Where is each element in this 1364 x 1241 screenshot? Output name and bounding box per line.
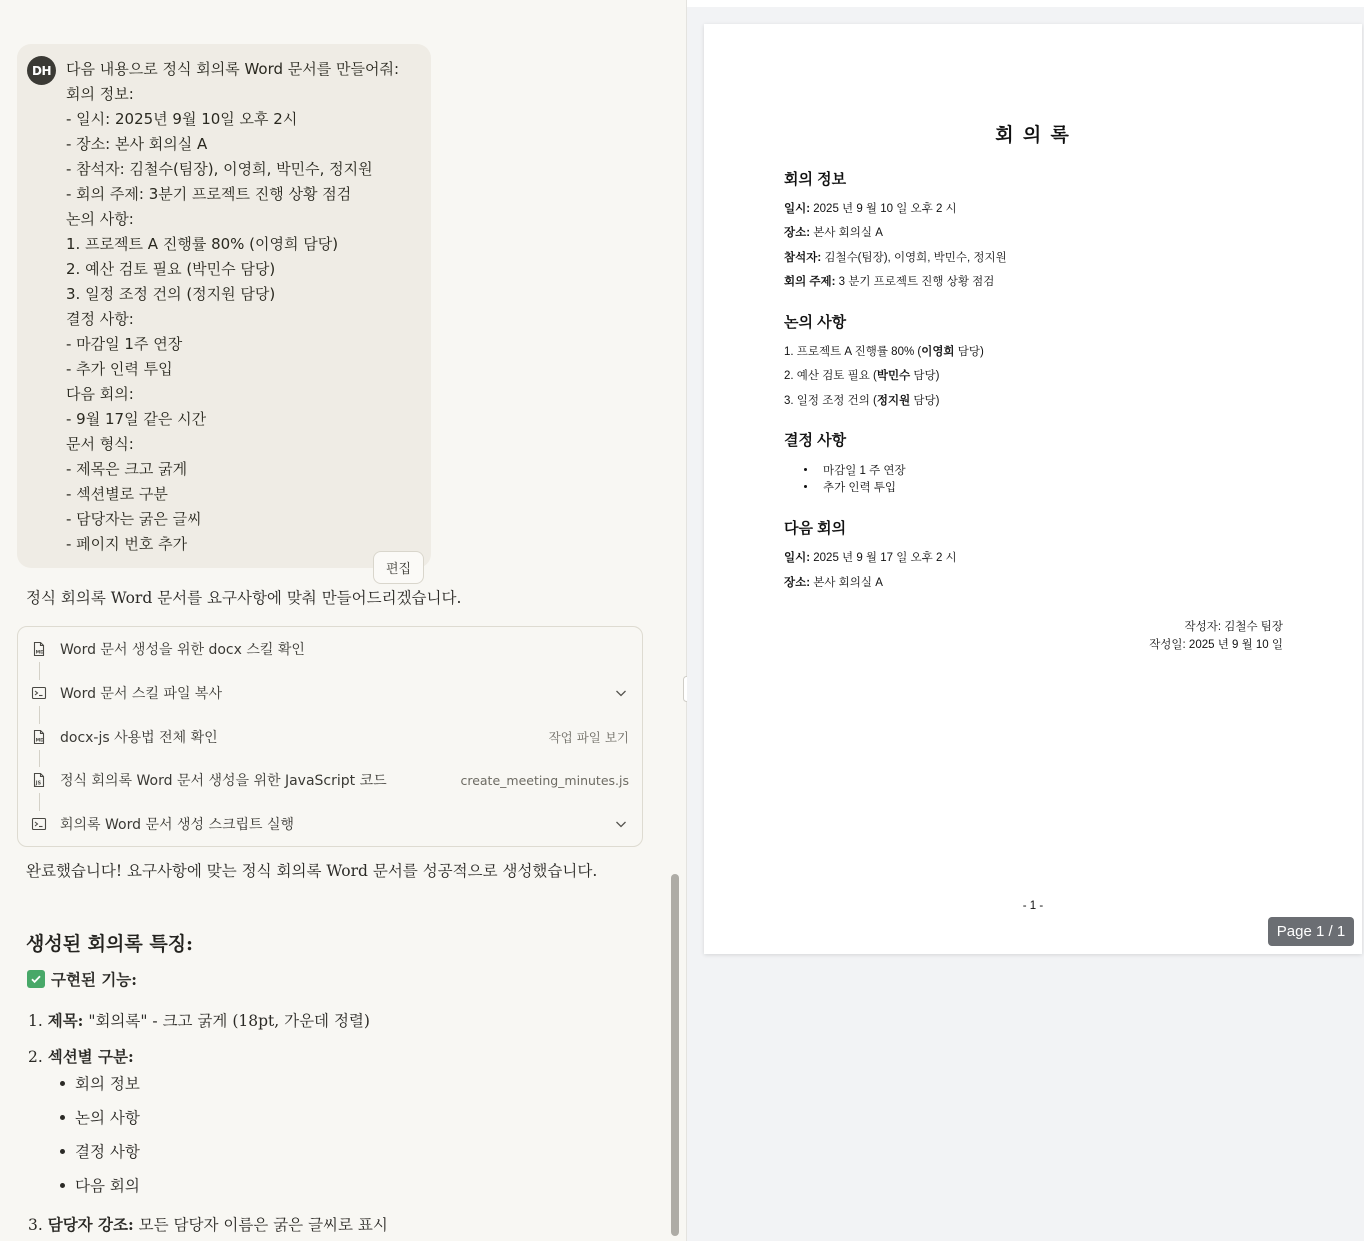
bullet-dot [804, 468, 807, 471]
user-message-line: 결정 사항: [66, 310, 134, 328]
decision-text: 추가 인력 투입 [823, 482, 897, 494]
feature-item-assignee [28, 1213, 388, 1235]
js-file-icon [31, 772, 47, 788]
field-value: 2025 년 9 월 10 일 오후 2 시 [810, 203, 957, 215]
assignee-name: 박민수 [876, 370, 911, 382]
page-number: - 1 - [1022, 900, 1044, 912]
discussion-text: 3. 일정 조정 건의 ( [784, 395, 877, 407]
discussion-text: 담당) [910, 370, 940, 382]
next-date [784, 549, 957, 565]
user-avatar: DH [27, 56, 56, 85]
check-mark-icon [27, 970, 45, 988]
decision-item [804, 462, 906, 478]
section-bullet [60, 1106, 140, 1128]
terminal-icon [31, 816, 47, 832]
tool-step-label: docx-js 사용법 전체 확인 [60, 730, 218, 746]
tool-step-3[interactable] [18, 715, 642, 759]
feature-item-title [28, 1009, 370, 1031]
field-value: 김철수(팀장), 이영희, 박민수, 정지원 [821, 252, 1007, 264]
item-text: 모든 담당자 이름은 굵은 글씨로 표시 [133, 1216, 388, 1234]
discussion-item [784, 367, 939, 383]
features-heading: 생성된 회의록 특징: [26, 933, 194, 955]
section-heading-info: 회의 정보 [784, 171, 847, 188]
implemented-heading [27, 968, 137, 990]
markdown-file-icon [31, 641, 47, 657]
svg-text:MD: MD [35, 738, 44, 744]
tool-step-label: Word 문서 스킬 파일 복사 [60, 686, 222, 702]
field-value: 2025 년 9 월 17 일 오후 2 시 [810, 552, 957, 564]
user-message-line: - 마감일 1주 연장 [66, 335, 183, 353]
user-message-line: - 장소: 본사 회의실 A [66, 135, 208, 153]
chevron-down-icon[interactable] [614, 817, 628, 831]
field-value: 본사 회의실 A [810, 227, 883, 239]
user-message-line: 2. 예산 검토 필요 (박민수 담당) [66, 260, 276, 278]
discussion-text: 1. 프로젝트 A 진행률 80% ( [784, 346, 922, 358]
info-attendees [784, 249, 1007, 265]
user-message-line: 1. 프로젝트 A 진행률 80% (이영희 담당) [66, 235, 339, 253]
tool-step-label: 회의록 Word 문서 생성 스크립트 실행 [60, 817, 295, 833]
tool-step-4[interactable] [18, 758, 642, 802]
tool-step-2[interactable] [18, 671, 642, 715]
info-place [784, 224, 883, 240]
user-message-line: 다음 회의: [66, 385, 134, 403]
item-bold-label: 섹션별 구분: [47, 1047, 134, 1066]
chevron-down-icon[interactable] [614, 686, 628, 700]
field-value: 3 분기 프로젝트 진행 상황 점검 [835, 276, 995, 288]
user-message-text [66, 57, 399, 557]
info-topic [784, 273, 994, 289]
user-message-line: - 페이지 번호 추가 [66, 535, 188, 553]
tool-step-label: Word 문서 생성을 위한 docx 스킬 확인 [60, 642, 305, 658]
discussion-text: 담당) [910, 395, 940, 407]
discussion-text: 2. 예산 검토 필요 ( [784, 370, 877, 382]
user-message-line: - 제목은 크고 굵게 [66, 460, 188, 478]
tool-step-1[interactable] [18, 627, 642, 671]
feature-item-sections [28, 1045, 134, 1067]
section-heading-next: 다음 회의 [784, 520, 847, 537]
markdown-file-icon [31, 729, 47, 745]
discussion-item [784, 343, 984, 359]
decision-item [804, 479, 896, 495]
document-title: 회 의 록 [995, 125, 1071, 146]
field-value: 본사 회의실 A [810, 577, 883, 589]
tool-steps-panel [17, 626, 643, 847]
script-filename-link[interactable]: create_meeting_minutes.js [460, 772, 629, 788]
item-number: 1. [28, 1012, 48, 1030]
item-number: 2. [28, 1048, 48, 1066]
field-label: 장소: [784, 577, 811, 589]
section-bullet-text: 결정 사항 [75, 1143, 140, 1161]
user-message-line: 다음 내용으로 정식 회의록 Word 문서를 만들어줘: [66, 60, 400, 78]
discussion-text: 담당) [954, 346, 984, 358]
info-date [784, 200, 957, 216]
item-bold-label: 담당자 강조: [47, 1215, 134, 1234]
user-message-line: - 9월 17일 같은 시간 [66, 410, 207, 428]
item-bold-label: 제목: [47, 1011, 84, 1030]
chat-scrollbar[interactable] [671, 874, 679, 1236]
section-bullet [60, 1174, 140, 1196]
terminal-icon [31, 685, 47, 701]
bullet-dot [60, 1183, 65, 1188]
field-label: 참석자: [784, 252, 822, 264]
field-label: 일시: [784, 203, 811, 215]
section-bullet [60, 1140, 140, 1162]
view-work-file-link[interactable]: 작업 파일 보기 [548, 730, 629, 745]
document-page [704, 24, 1362, 954]
user-message-line: - 담당자는 굵은 글씨 [66, 510, 202, 528]
discussion-item [784, 392, 939, 408]
preview-top-bar [687, 0, 1364, 7]
implemented-label: 구현된 기능: [51, 970, 137, 989]
section-bullet-text: 논의 사항 [75, 1109, 140, 1127]
section-heading-discussion: 논의 사항 [784, 314, 847, 331]
user-message-line: 회의 정보: [66, 85, 134, 103]
assistant-intro-text: 정식 회의록 Word 문서를 요구사항에 맞춰 만들어드리겠습니다. [26, 589, 462, 607]
section-bullet [60, 1072, 140, 1094]
section-bullet-text: 회의 정보 [75, 1075, 140, 1093]
user-message-line: 논의 사항: [66, 210, 134, 228]
field-label: 회의 주제: [784, 276, 836, 288]
user-message-line: - 참석자: 김철수(팀장), 이영희, 박민수, 정지원 [66, 160, 373, 178]
section-bullet-text: 다음 회의 [75, 1177, 140, 1195]
completion-message: 완료했습니다! 요구사항에 맞는 정식 회의록 Word 문서를 성공적으로 생성했습니다. [26, 862, 598, 880]
user-message-line: - 추가 인력 투입 [66, 360, 173, 378]
tool-step-label: 정식 회의록 Word 문서 생성을 위한 JavaScript 코드 [60, 773, 387, 789]
decision-text: 마감일 1 주 연장 [823, 465, 906, 477]
field-label: 일시: [784, 552, 811, 564]
user-message-line: - 일시: 2025년 9월 10일 오후 2시 [66, 110, 298, 128]
user-message-line: 문서 형식: [66, 435, 134, 453]
page-indicator-badge: Page 1 / 1 [1268, 917, 1354, 946]
item-number: 3. [28, 1216, 48, 1234]
assignee-name: 이영희 [921, 346, 955, 358]
svg-text:MD: MD [35, 650, 44, 656]
bullet-dot [60, 1149, 65, 1154]
user-message-line: - 회의 주제: 3분기 프로젝트 진행 상황 점검 [66, 185, 352, 203]
bullet-dot [804, 485, 807, 488]
tool-step-5[interactable] [18, 802, 642, 846]
user-message-line: 3. 일정 조정 건의 (정지원 담당) [66, 285, 276, 303]
user-message-line: - 섹션별로 구분 [66, 485, 168, 503]
document-written-date: 작성일: 2025 년 9 월 10 일 [1149, 639, 1283, 651]
svg-text:JS: JS [35, 781, 42, 787]
document-author: 작성자: 김철수 팀장 [1184, 621, 1283, 633]
field-label: 장소: [784, 227, 811, 239]
next-place [784, 574, 883, 590]
bullet-dot [60, 1115, 65, 1120]
bullet-dot [60, 1081, 65, 1086]
item-text: "회의록" - 크고 굵게 (18pt, 가운데 정렬) [83, 1012, 370, 1030]
edit-button[interactable]: 편집 [373, 551, 424, 584]
assignee-name: 정지원 [876, 395, 911, 407]
section-heading-decision: 결정 사항 [784, 432, 847, 449]
